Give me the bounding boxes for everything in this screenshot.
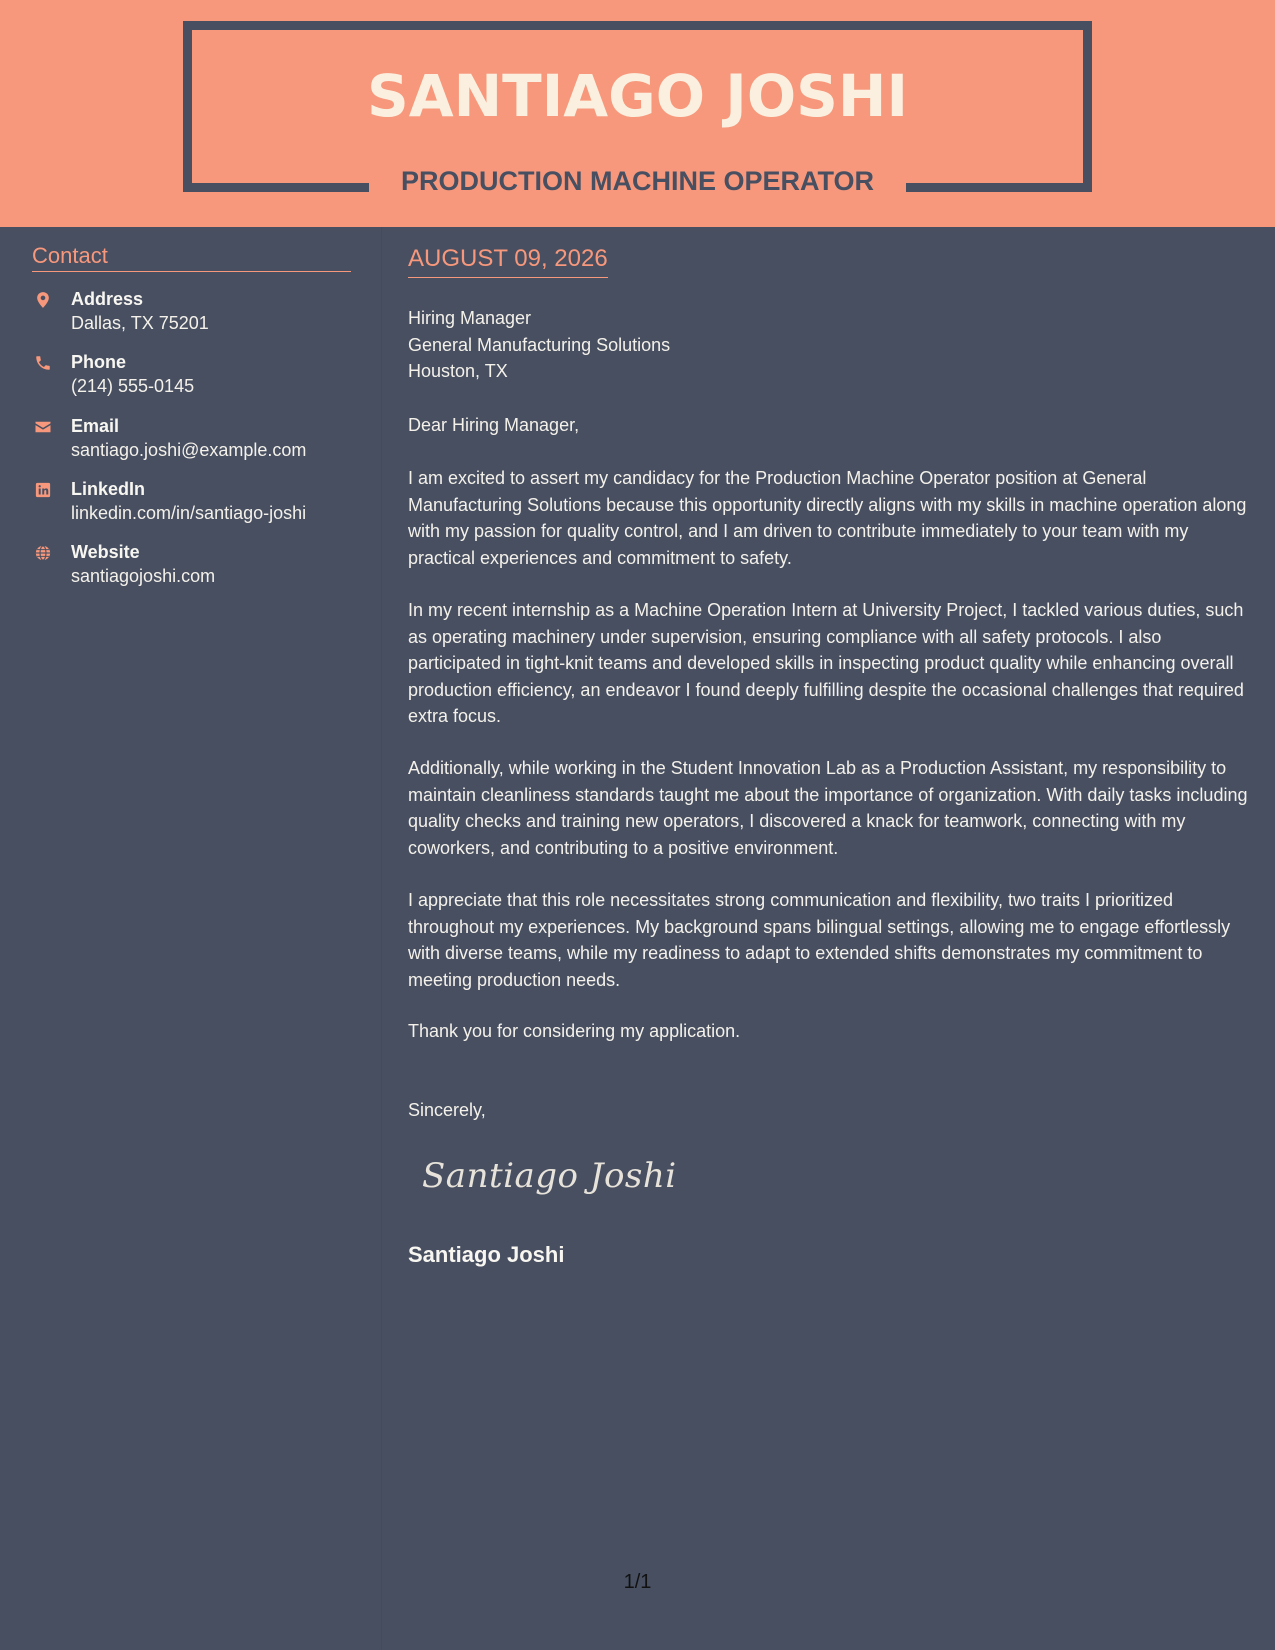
contact-label: Website [71, 542, 140, 562]
contact-value: santiago.joshi@example.com [71, 440, 307, 460]
page-number: 1/1 [623, 1571, 652, 1593]
paragraph: In my recent internship as a Machine Operation Intern at University Project, I tackled various duties, such as operating machinery under supervision, ensuring compliance with all safety protocols. I also participated in tight-knit teams and developed skills in inspecting product quality while enhancing overall production efficiency, an endeavor I found deeply fulfilling despite the occasional challenges that required extra focus. [408, 600, 1244, 726]
job-title: PRODUCTION MACHINE OPERATOR [400, 166, 874, 196]
header-frame-bottom-left [183, 183, 369, 192]
contact-value: (214) 555-0145 [71, 376, 195, 396]
recipient-location: Houston, TX [408, 361, 508, 381]
contact-label: Phone [71, 352, 127, 372]
contact-label: LinkedIn [71, 479, 146, 499]
paragraph: I am excited to assert my candidacy for the Production Machine Operator position at General Manufacturing Solutions because this opportunity directly aligns with my skills in machine operation along with my passion for quality control, and I am driven to contribute immediately to your team with my practical experiences and commitment to safety. [408, 468, 1247, 568]
header-frame-bottom-right [906, 183, 1092, 192]
recipient-company: General Manufacturing Solutions [408, 334, 671, 355]
contact-heading: Contact [32, 243, 351, 272]
contact-item-email [32, 416, 362, 468]
phone-icon [34, 354, 52, 372]
paragraph: Additionally, while working in the Student Innovation Lab as a Production Assistant, my responsibility to maintain cleanliness standards taught me about the importance of organization. With daily tasks including quality checks and training new operators, I discovered a knack for teamwork, connecting with my coworkers, and contributing to a positive environment. [408, 758, 1248, 858]
contact-value: Dallas, TX 75201 [71, 313, 209, 333]
globe-icon [34, 544, 52, 562]
recipient-block [408, 305, 670, 385]
contact-item-phone [32, 352, 362, 404]
envelope-icon [34, 418, 52, 436]
sign-off: Sincerely, [408, 1100, 486, 1120]
contact-value: santiagojoshi.com [71, 566, 216, 586]
contact-label: Address [71, 289, 144, 309]
linkedin-icon [34, 481, 52, 499]
letter-date: AUGUST 09, 2026 [408, 245, 608, 278]
contact-label: Email [71, 416, 120, 436]
applicant-name: SANTIAGO JOSHI [366, 62, 909, 130]
contact-item-linkedin [32, 479, 362, 531]
contact-value: linkedin.com/in/santiago-joshi [71, 503, 307, 523]
map-pin-icon [34, 291, 52, 309]
salutation: Dear Hiring Manager, [408, 415, 580, 435]
paragraph: I appreciate that this role necessitates strong communication and flexibility, two traits I prioritized throughout my experiences. My background spans bilingual settings, allowing me to engage effortlessly with diverse teams, while my readiness to adapt to extended shifts demonstrates my commitment to meeting production needs. [408, 890, 1231, 990]
closing-thanks: Thank you for considering my application. [408, 1021, 741, 1041]
contact-item-address [32, 289, 362, 341]
signer-name: Santiago Joshi [408, 1242, 565, 1267]
recipient-title: Hiring Manager [408, 308, 532, 328]
handwritten-signature: Santiago Joshi [422, 1156, 677, 1196]
contact-item-website [32, 542, 362, 594]
